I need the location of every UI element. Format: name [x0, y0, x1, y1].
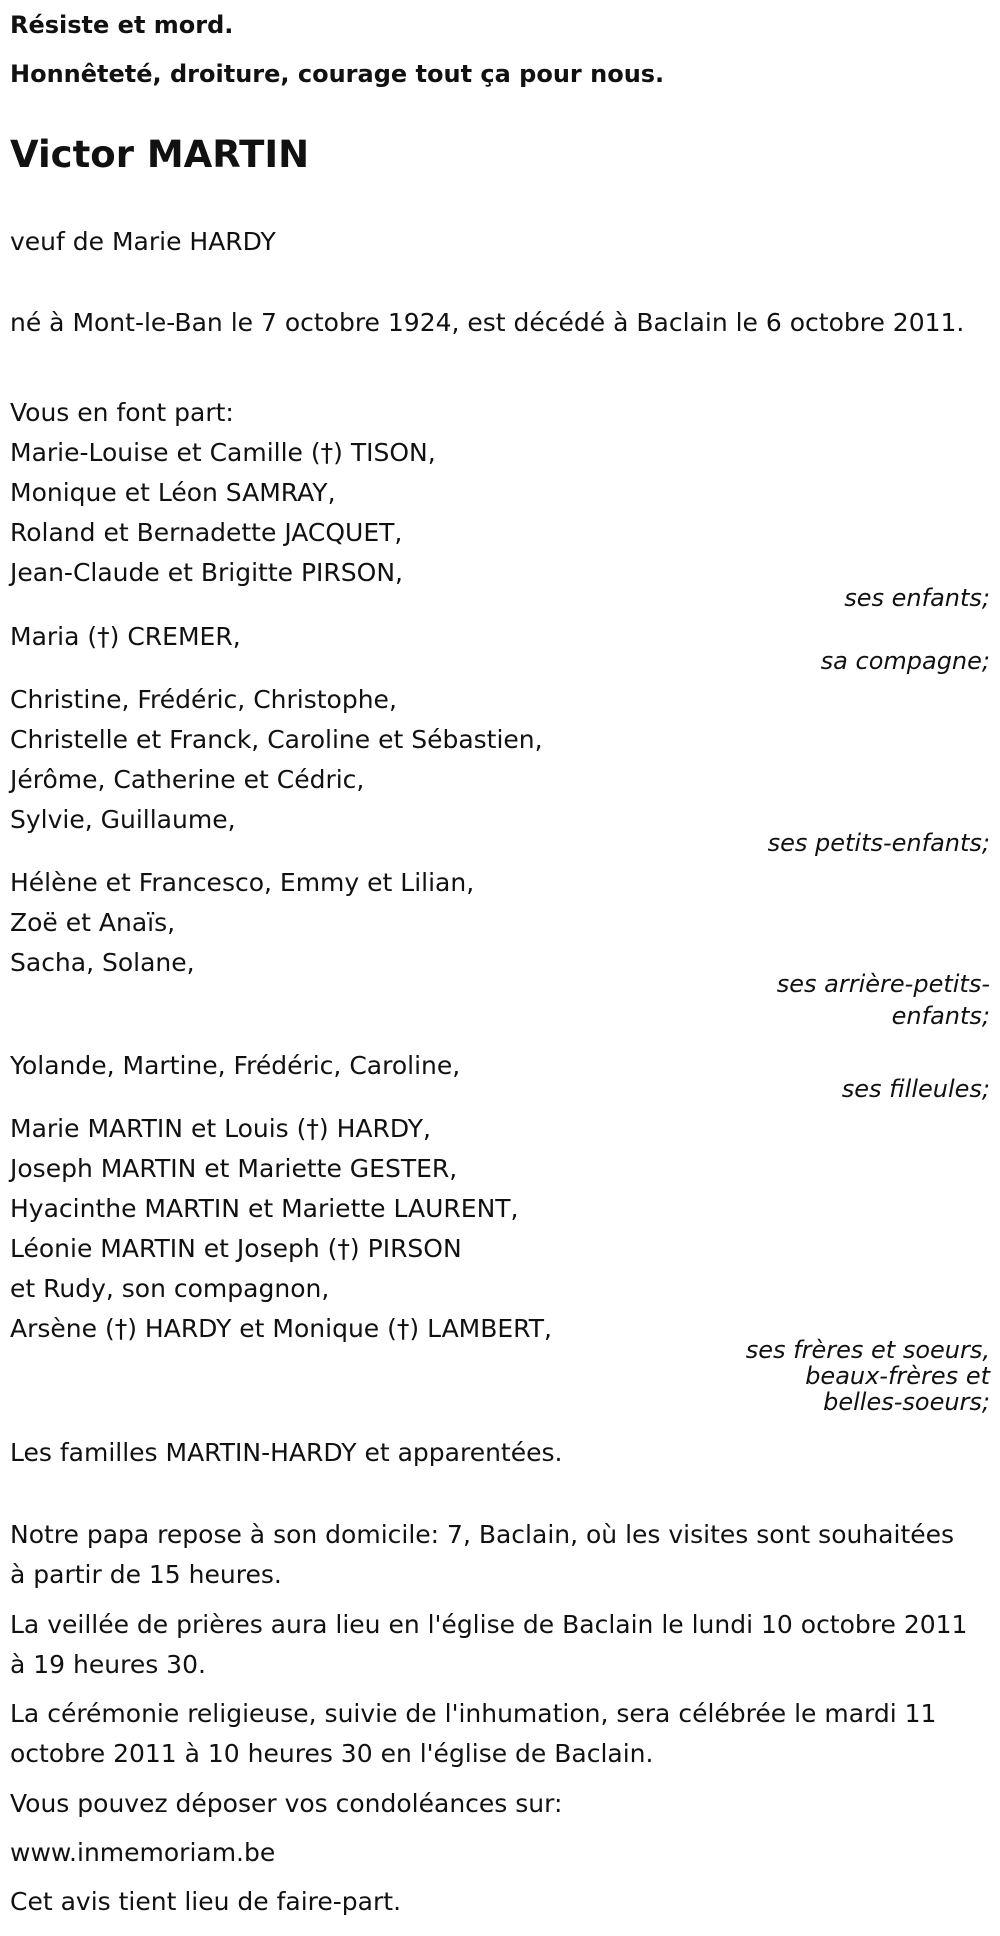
- family-name-line: Yolande, Martine, Frédéric, Caroline,: [10, 1051, 461, 1080]
- rest-info: Notre papa repose à son domicile: 7, Baclain, où les visites sont souhaitées à partir de 15 heures.: [10, 1520, 955, 1589]
- family-group-children: [10, 433, 970, 593]
- role-companion: sa compagne;: [820, 647, 990, 675]
- family-name-line: Jérôme, Catherine et Cédric,: [10, 765, 365, 794]
- role-grandchildren: ses petits-enfants;: [767, 829, 990, 857]
- family-name-line: Roland et Bernadette JACQUET,: [10, 518, 403, 547]
- role-siblings: ses frères et soeurs, beaux-frères et belles-soeurs;: [745, 1336, 990, 1416]
- family-name-line: Christine, Frédéric, Christophe,: [10, 685, 397, 714]
- family-group-goddaughters: [10, 1046, 970, 1086]
- motto-line-1: Résiste et mord.: [10, 11, 234, 39]
- role-goddaughters: ses filleules;: [841, 1075, 990, 1103]
- family-name-line: Arsène (†) HARDY et Monique (†) LAMBERT,: [10, 1314, 552, 1343]
- announcement-intro: Vous en font part:: [10, 398, 234, 427]
- family-name-line: Zoë et Anaïs,: [10, 908, 176, 937]
- family-name-line: Marie MARTIN et Louis (†) HARDY,: [10, 1114, 431, 1143]
- closing-line: Cet avis tient lieu de faire-part.: [10, 1887, 402, 1916]
- family-name-line: Hélène et Francesco, Emmy et Lilian,: [10, 868, 475, 897]
- family-name-line: et Rudy, son compagnon,: [10, 1274, 330, 1303]
- deceased-name: Victor MARTIN: [10, 133, 310, 176]
- role-children: ses enfants;: [844, 584, 990, 612]
- vigil-info: La veillée de prières aura lieu en l'église de Baclain le lundi 10 octobre 2011 à 19 heures 30.: [10, 1610, 968, 1679]
- family-name-line: Monique et Léon SAMRAY,: [10, 478, 336, 507]
- family-name-line: Maria (†) CREMER,: [10, 622, 241, 651]
- family-name-line: Léonie MARTIN et Joseph (†) PIRSON: [10, 1234, 462, 1263]
- family-name-line: Joseph MARTIN et Mariette GESTER,: [10, 1154, 458, 1183]
- role-great-grandchildren: ses arrière-petits-enfants;: [776, 970, 990, 1030]
- family-group-great-grandchildren: [10, 863, 970, 983]
- family-name-line: Marie-Louise et Camille (†) TISON,: [10, 438, 436, 467]
- birth-death-text: né à Mont-le-Ban le 7 octobre 1924, est décédé à Baclain le 6 octobre 2011.: [10, 308, 965, 337]
- ceremony-info: La cérémonie religieuse, suivie de l'inhumation, sera célébrée le mardi 11 octobre 2011 à 10 heures 30 en l'église de Baclain.: [10, 1699, 937, 1768]
- family-group-siblings: [10, 1109, 970, 1349]
- spouse-line: veuf de Marie HARDY: [10, 227, 276, 256]
- family-name-line: Christelle et Franck, Caroline et Sébastien,: [10, 725, 543, 754]
- families-line: Les familles MARTIN-HARDY et apparentées.: [10, 1438, 563, 1467]
- family-name-line: Sylvie, Guillaume,: [10, 805, 236, 834]
- family-group-grandchildren: [10, 680, 970, 840]
- condolences-info: Vous pouvez déposer vos condoléances sur:: [10, 1789, 563, 1818]
- website-link[interactable]: www.inmemoriam.be: [10, 1838, 276, 1867]
- family-name-line: Sacha, Solane,: [10, 948, 195, 977]
- motto-line-2: Honnêteté, droiture, courage tout ça pour nous.: [10, 60, 665, 88]
- family-name-line: Jean-Claude et Brigitte PIRSON,: [10, 558, 403, 587]
- family-name-line: Hyacinthe MARTIN et Mariette LAURENT,: [10, 1194, 519, 1223]
